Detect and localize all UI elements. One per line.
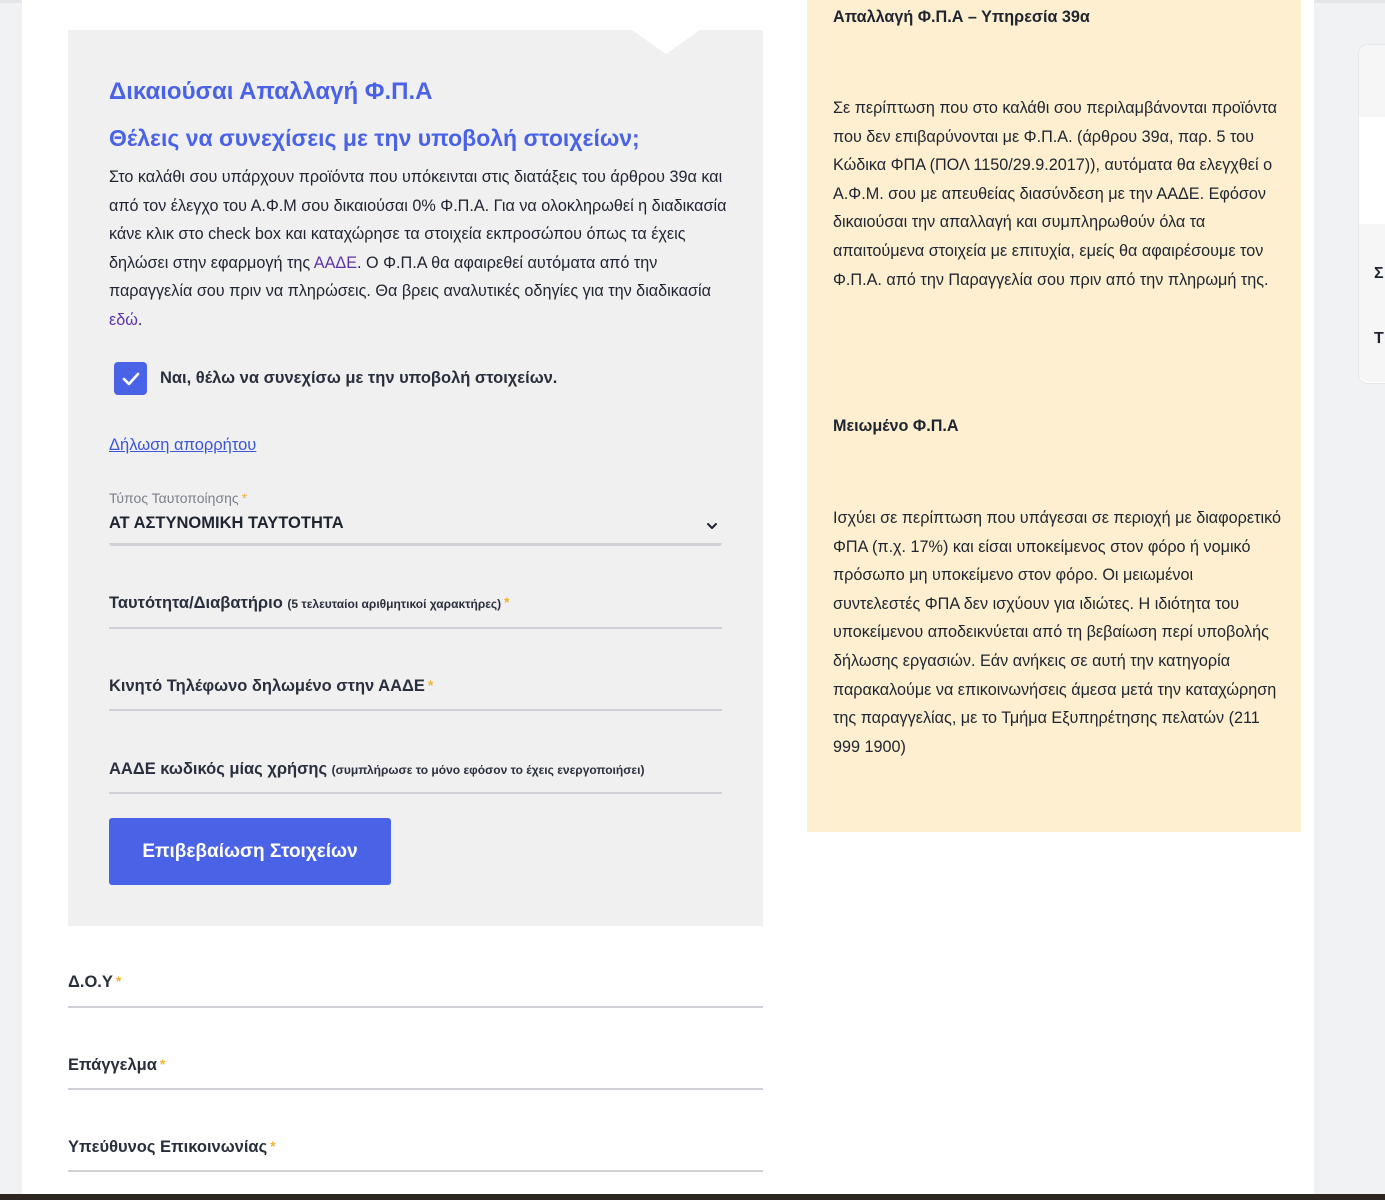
vat-title: Δικαιούσαι Απαλλαγή Φ.Π.Α bbox=[109, 78, 433, 105]
id-type-underline bbox=[109, 543, 722, 546]
otp-label: ΑΑΔΕ κωδικός μίας χρήσης bbox=[109, 760, 328, 778]
contact-person-underline bbox=[68, 1170, 763, 1172]
profession-label: Επάγγελμα bbox=[68, 1056, 157, 1074]
otp-hint: (συμπλήρωσε το μόνο εφόσον το έχεις ενεργοποιήσει) bbox=[331, 763, 645, 777]
instructions-link[interactable]: εδώ bbox=[109, 310, 138, 329]
id-type-label-text: Τύπος Ταυτοποίησης bbox=[109, 490, 239, 506]
card-header-band bbox=[1359, 45, 1385, 117]
aade-link[interactable]: ΑΑΔΕ bbox=[313, 253, 358, 272]
required-mark: * bbox=[427, 677, 434, 693]
vat-question: Θέλεις να συνεχίσεις με την υποβολή στοιχείων; bbox=[109, 125, 640, 151]
doy-label: Δ.Ο.Υ bbox=[68, 973, 113, 991]
profession-underline bbox=[68, 1088, 763, 1090]
required-mark: * bbox=[115, 973, 122, 989]
profession-field[interactable] bbox=[68, 1056, 165, 1075]
required-mark: * bbox=[159, 1056, 166, 1072]
doy-underline bbox=[68, 1006, 763, 1008]
privacy-statement-link[interactable]: Δήλωση απορρήτου bbox=[109, 436, 257, 454]
submit-details-checkbox-row[interactable] bbox=[114, 362, 557, 395]
card-text-1: Σ bbox=[1374, 265, 1384, 282]
vat-description-text: Στο καλάθι σου υπάρχουν προϊόντα που υπόκεινται στις διατάξεις του άρθρου 39α και από τον έλεγχο του Α.Φ.Μ σου δικαιούσαι 0% Φ.Π.Α. Για να ολοκληρωθεί η διαδικασία κάνε κλικ στο check box και καταχώρησε τα στοιχεία εκπροσώπου όπως τα έχεις δηλώσει στην εφαρμογή της bbox=[109, 168, 727, 272]
info-heading-exemption: Απαλλαγή Φ.Π.Α – Υπηρεσία 39α bbox=[833, 8, 1090, 26]
id-type-select[interactable]: ΑΤ ΑΣΤΥΝΟΜΙΚΗ ΤΑΥΤΟΤΗΤΑ bbox=[109, 514, 344, 532]
mobile-underline bbox=[109, 709, 722, 711]
id-type-label bbox=[109, 490, 247, 506]
mobile-field[interactable] bbox=[109, 677, 433, 696]
otp-field[interactable] bbox=[109, 760, 644, 779]
info-paragraph-exemption: Σε περίπτωση που στο καλάθι σου περιλαμβάνονται προϊόντα που δεν επιβαρύνονται με Φ.Π.Α. (άρθρου 39α, παρ. 5 του Κώδικα ΦΠΑ (ΠΟΛ 1150/29.9.2017)), αυτόματα θα ελεγχθεί ο Α.Φ.Μ. σου με απευθείας διασύνδεση με την ΑΑΔΕ. Εφόσον δικαιούσαι την απαλλαγή και συμπληρωθούν όλα τα απαιτούμενα στοιχεία με επιτυχία, εμείς θα αφαιρέσουμε τον Φ.Π.Α. από την Παραγγελία σου πριν από την πληρωμή της. bbox=[833, 99, 1278, 289]
card-text-2: Τ bbox=[1374, 330, 1384, 347]
vat-description-text-2: . Ο Φ.Π.Α θα αφαιρεθεί αυτόματα από την παραγγελία σου πριν να πληρώσεις. Θα βρεις αναλυτικές οδηγίες για την διαδικασία bbox=[109, 253, 711, 301]
required-mark: * bbox=[270, 1138, 276, 1154]
submit-details-checkbox[interactable] bbox=[114, 362, 147, 395]
otp-underline bbox=[109, 792, 722, 794]
required-mark: * bbox=[241, 490, 248, 506]
id-number-underline bbox=[109, 627, 722, 629]
vat-description bbox=[109, 163, 729, 335]
confirm-details-button[interactable]: Επιβεβαίωση Στοιχείων bbox=[109, 818, 391, 885]
contact-person-field[interactable] bbox=[68, 1138, 276, 1157]
checkbox-label: Ναι, θέλω να συνεχίσω με την υποβολή στοιχείων. bbox=[160, 369, 558, 387]
checkmark-icon bbox=[122, 372, 140, 386]
chevron-down-icon[interactable] bbox=[706, 518, 718, 536]
id-number-label: Ταυτότητα/Διαβατήριο bbox=[109, 594, 283, 612]
id-number-field[interactable] bbox=[109, 594, 510, 613]
info-heading-reduced-vat: Μειωμένο Φ.Π.Α bbox=[833, 417, 959, 435]
doy-field[interactable] bbox=[68, 973, 121, 992]
mobile-label: Κινητό Τηλέφωνο δηλωμένο στην ΑΑΔΕ bbox=[109, 677, 425, 695]
card-footer-band bbox=[1359, 224, 1385, 382]
info-paragraph-reduced-vat: Ισχύει σε περίπτωση που υπάγεσαι σε περιοχή με διαφορετικό ΦΠΑ (π.χ. 17%) και είσαι υποκείμενος στον φόρο ή νομικό πρόσωπο μη υποκείμενο στον φόρο. Οι μειωμένοι συντελεστές ΦΠΑ δεν ισχύουν για ιδιώτες. Η ιδιότητα του υποκείμενου αποδεικνύεται από τη βεβαίωση περί υποβολής δήλωσης εργασιών. Εάν ανήκεις σε αυτή την κατηγορία παρακαλούμε να επικοινωνήσεις άμεσα μετά την καταχώρηση της παραγγελίας, με το Τμήμα Εξυπηρέτησης πελατών (211 999 1900) bbox=[833, 509, 1281, 756]
contact-person-label: Υπεύθυνος Επικοινωνίας bbox=[68, 1138, 268, 1156]
bottom-strip bbox=[0, 1194, 1385, 1200]
required-mark: * bbox=[504, 594, 510, 610]
vat-description-end: . bbox=[137, 310, 143, 329]
id-number-hint: (5 τελευταίοι αριθμητικοί χαρακτήρες) bbox=[287, 597, 502, 611]
box-notch bbox=[632, 30, 700, 54]
